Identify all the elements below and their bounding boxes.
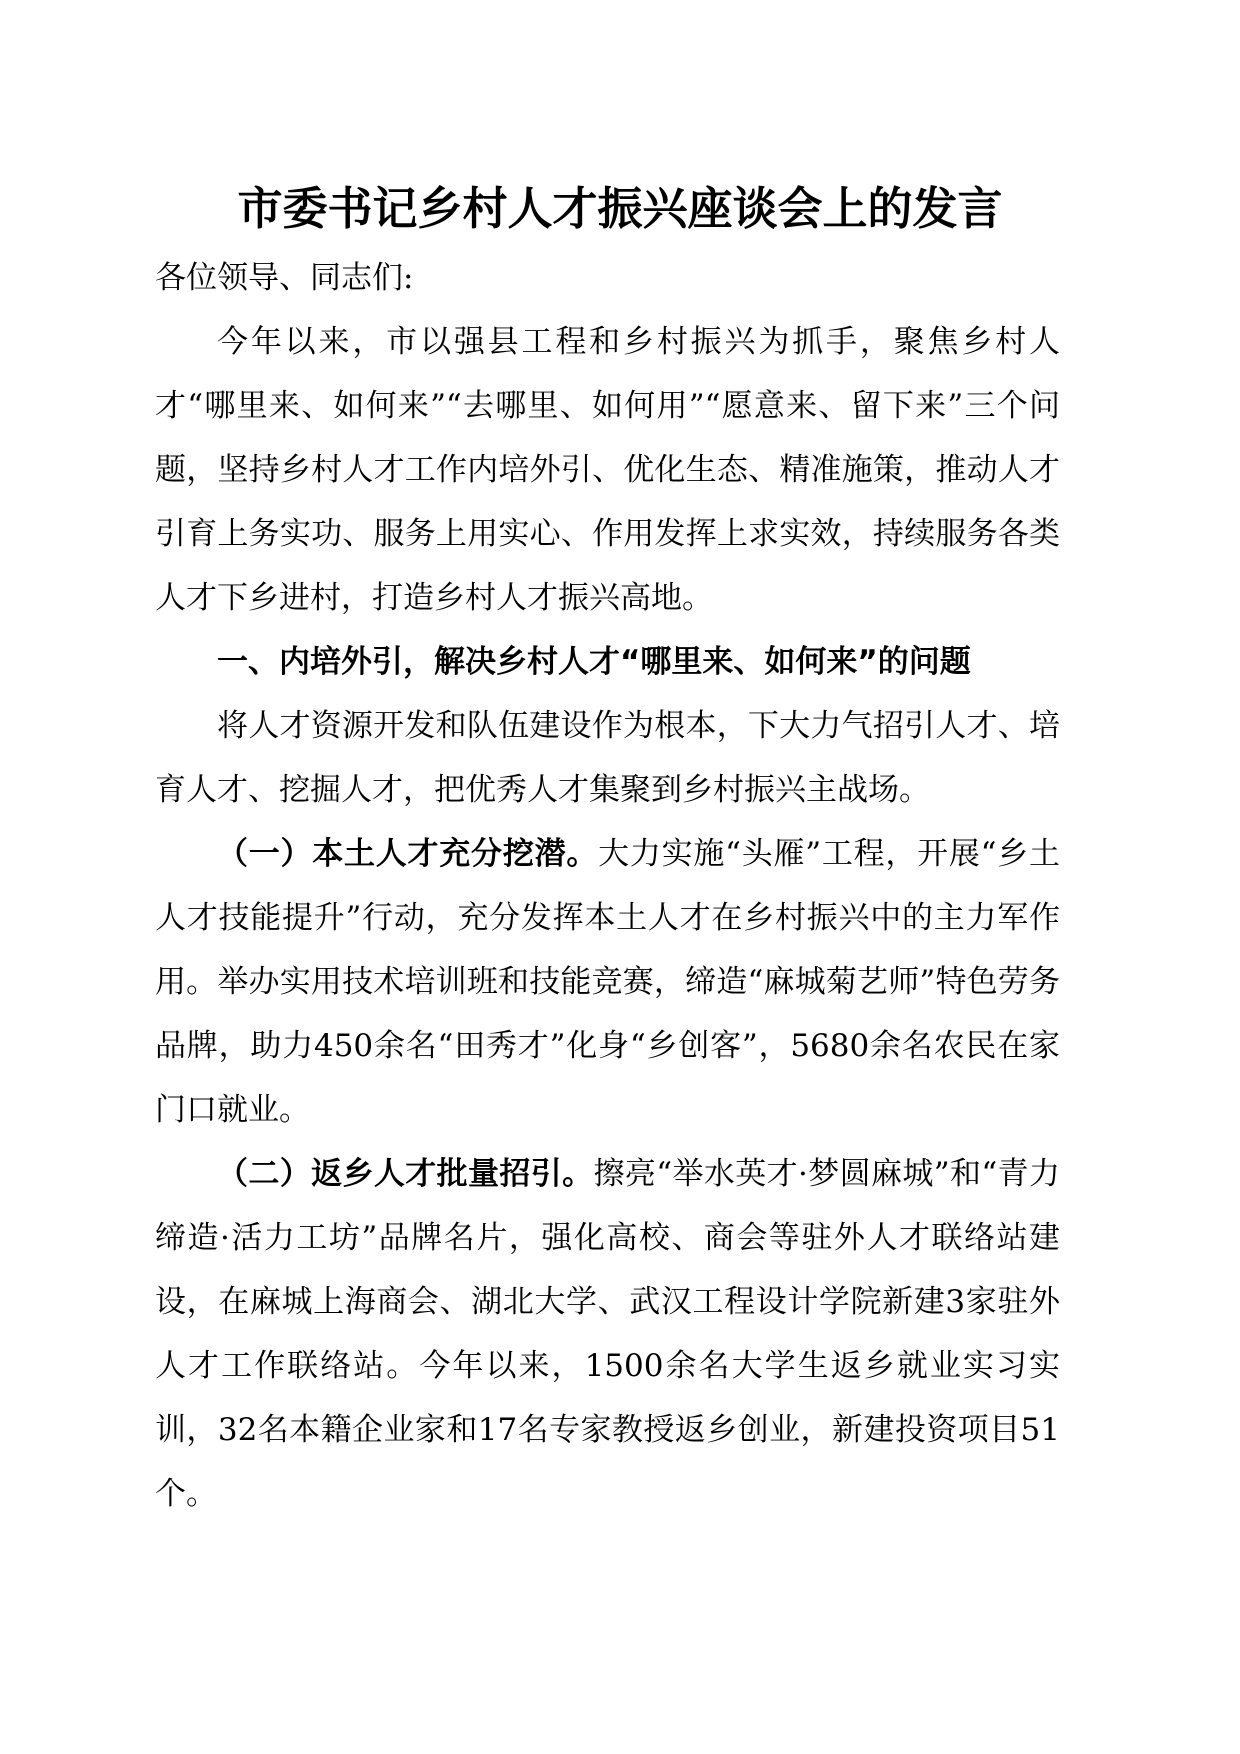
document-body	[155, 246, 1060, 1526]
intro-paragraph: 今年以来，市以强县工程和乡村振兴为抓手，聚焦乡村人才“哪里来、如何来”“去哪里、如何用”“愿意来、留下来”三个问题，坚持乡村人才工作内培外引、优化生态、精准施策，推动人才引育上务实功、服务上用实心、作用发挥上求实效，持续服务各类人才下乡进村，打造乡村人才振兴高地。	[155, 324, 1060, 616]
item-lead-1: （一）本土人才充分挖潜。	[217, 836, 599, 872]
item-lead-2: （二）返乡人才批量招引。	[217, 1156, 594, 1192]
item-paragraph-2	[155, 1142, 1060, 1526]
document-title: 市委书记乡村人才振兴座谈会上的发言	[237, 182, 1003, 235]
section-paragraph: 将人才资源开发和队伍建设作为根本，下大力气招引人才、培育人才、挖掘人才，把优秀人才集聚到乡村振兴主战场。	[155, 708, 1060, 808]
item-text-1: 大力实施“头雁”工程，开展“乡土人才技能提升”行动，充分发挥本土人才在乡村振兴中的主力军作用。举办实用技术培训班和技能竞赛，缔造“麻城菊艺师”特色劳务品牌，助力450余名“田秀才”化身“乡创客”，5680余名农民在家门口就业。	[155, 836, 1060, 1128]
salutation: 各位领导、同志们:	[155, 260, 414, 296]
item-text-2: 擦亮“举水英才·梦圆麻城”和“青力缔造·活力工坊”品牌名片，强化高校、商会等驻外人才联络站建设，在麻城上海商会、湖北大学、武汉工程设计学院新建3家驻外人才工作联络站。今年以来，1500余名大学生返乡就业实习实训，32名本籍企业家和17名专家教授返乡创业，新建投资项目51个。	[155, 1156, 1060, 1512]
section-heading: 一、内培外引，解决乡村人才“哪里来、如何来”的问题	[217, 644, 971, 680]
item-paragraph-1	[155, 822, 1060, 1142]
